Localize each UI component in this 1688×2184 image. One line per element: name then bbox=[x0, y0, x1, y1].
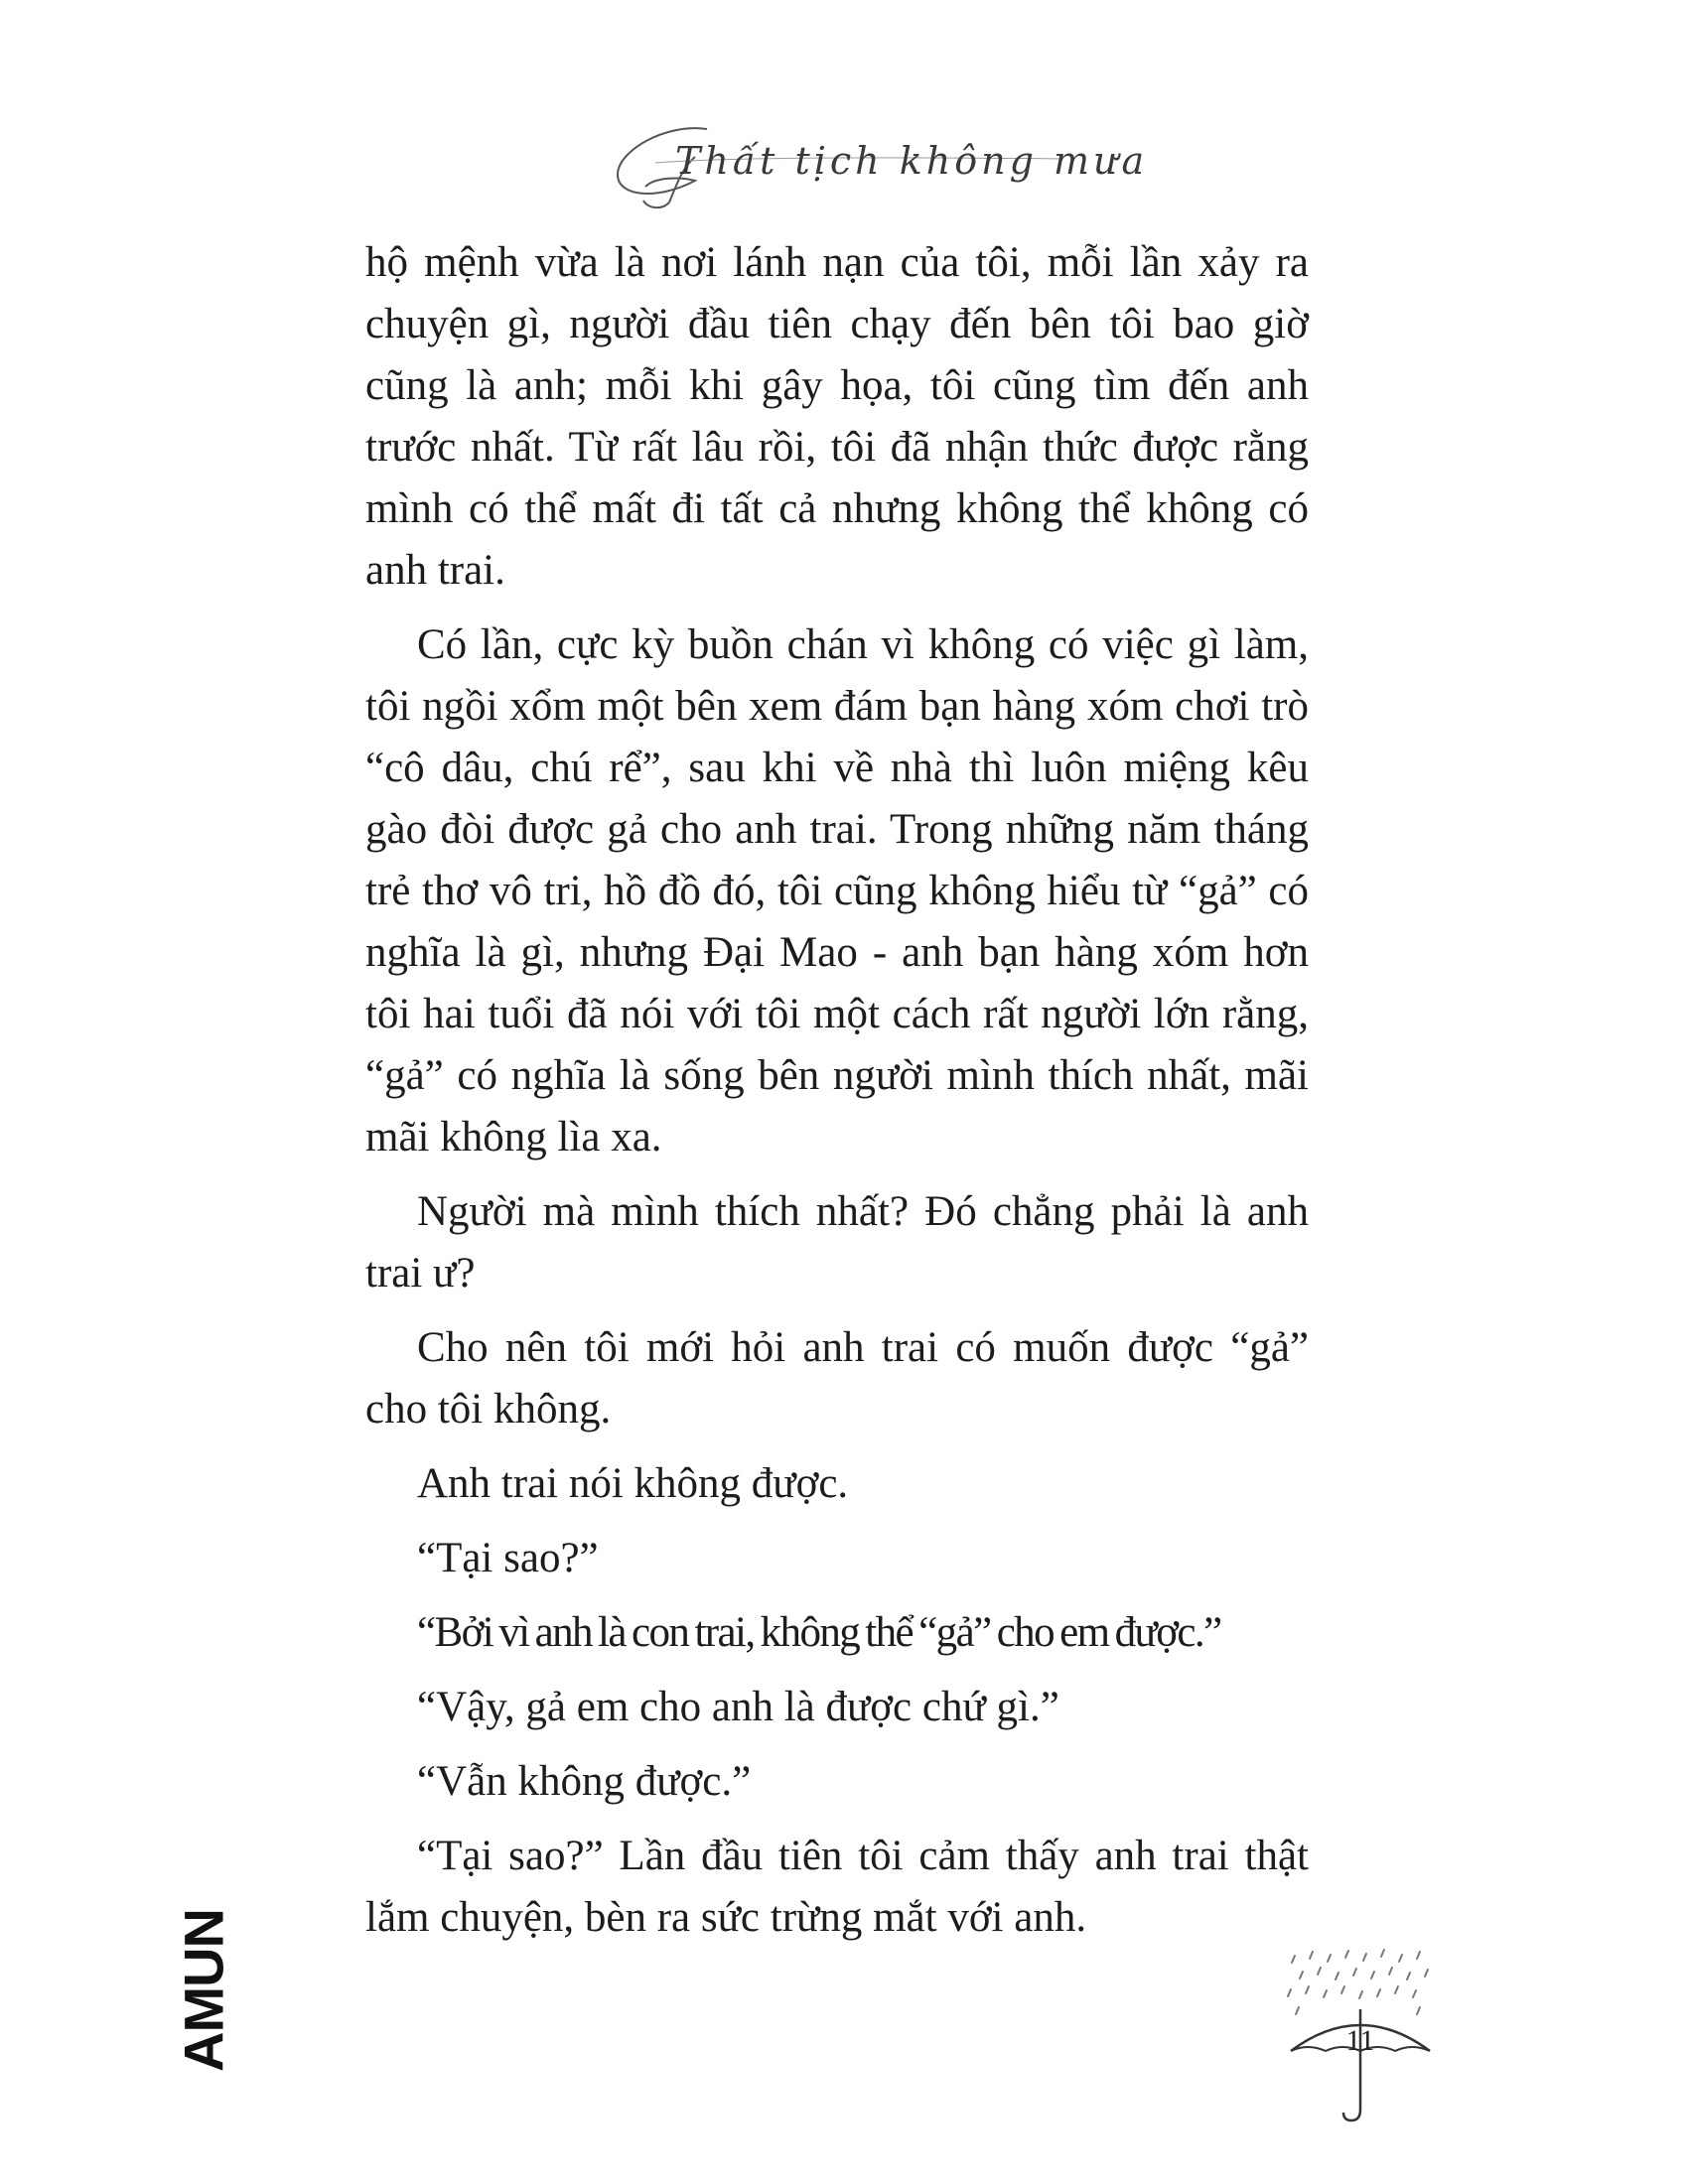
paragraph: “Vẫn không được.” bbox=[417, 1758, 752, 1805]
page-number: 11 bbox=[1345, 2024, 1375, 2057]
paragraph: “Bởi vì anh là con trai, không thể “gả” cho em được.” bbox=[417, 1609, 1221, 1656]
publisher-logo bbox=[159, 1909, 248, 2072]
publisher-logo-text: AMUN bbox=[172, 1909, 235, 2072]
paragraph: Người mà mình thích nhất? Đó chẳng phải là anh trai ư? bbox=[365, 1188, 1309, 1297]
paragraph: “Vậy, gả em cho anh là được chứ gì.” bbox=[417, 1684, 1059, 1730]
body-text bbox=[365, 232, 1309, 1962]
page-ornament bbox=[1281, 1946, 1440, 2124]
paragraph: Cho nên tôi mới hỏi anh trai có muốn được “gả” cho tôi không. bbox=[365, 1324, 1309, 1433]
paragraph: “Tại sao?” Lần đầu tiên tôi cảm thấy anh trai thật lắm chuyện, bèn ra sức trừng mắt với anh. bbox=[365, 1833, 1309, 1941]
paragraph: hộ mệnh vừa là nơi lánh nạn của tôi, mỗi lần xảy ra chuyện gì, người đầu tiên chạy đến bên tôi bao giờ cũng là anh; mỗi khi gây họa, tôi cũng tìm đến anh trước nhất. Từ rất lâu rồi, tôi đã nhận thức được rằng mình có thể mất đi tất cả nhưng không thể không có anh trai. bbox=[365, 239, 1309, 594]
running-header-title: Thất tịch không mưa bbox=[675, 139, 1149, 183]
paragraph: Anh trai nói không được. bbox=[417, 1460, 849, 1507]
paragraph: Có lần, cực kỳ buồn chán vì không có việc gì làm, tôi ngồi xổm một bên xem đám bạn hàng xóm chơi trò “cô dâu, chú rể”, sau khi về nhà thì luôn miệng kêu gào đòi được gả cho anh trai. Trong những năm tháng trẻ thơ vô tri, hồ đồ đó, tôi cũng không hiểu từ “gả” có nghĩa là gì, nhưng Đại Mao - anh bạn hàng xóm hơn tôi hai tuổi đã nói với tôi một cách rất người lớn rằng, “gả” có nghĩa là sống bên người mình thích nhất, mãi mãi không lìa xa. bbox=[365, 621, 1309, 1160]
paragraph: “Tại sao?” bbox=[417, 1535, 599, 1581]
running-header bbox=[596, 117, 1149, 216]
